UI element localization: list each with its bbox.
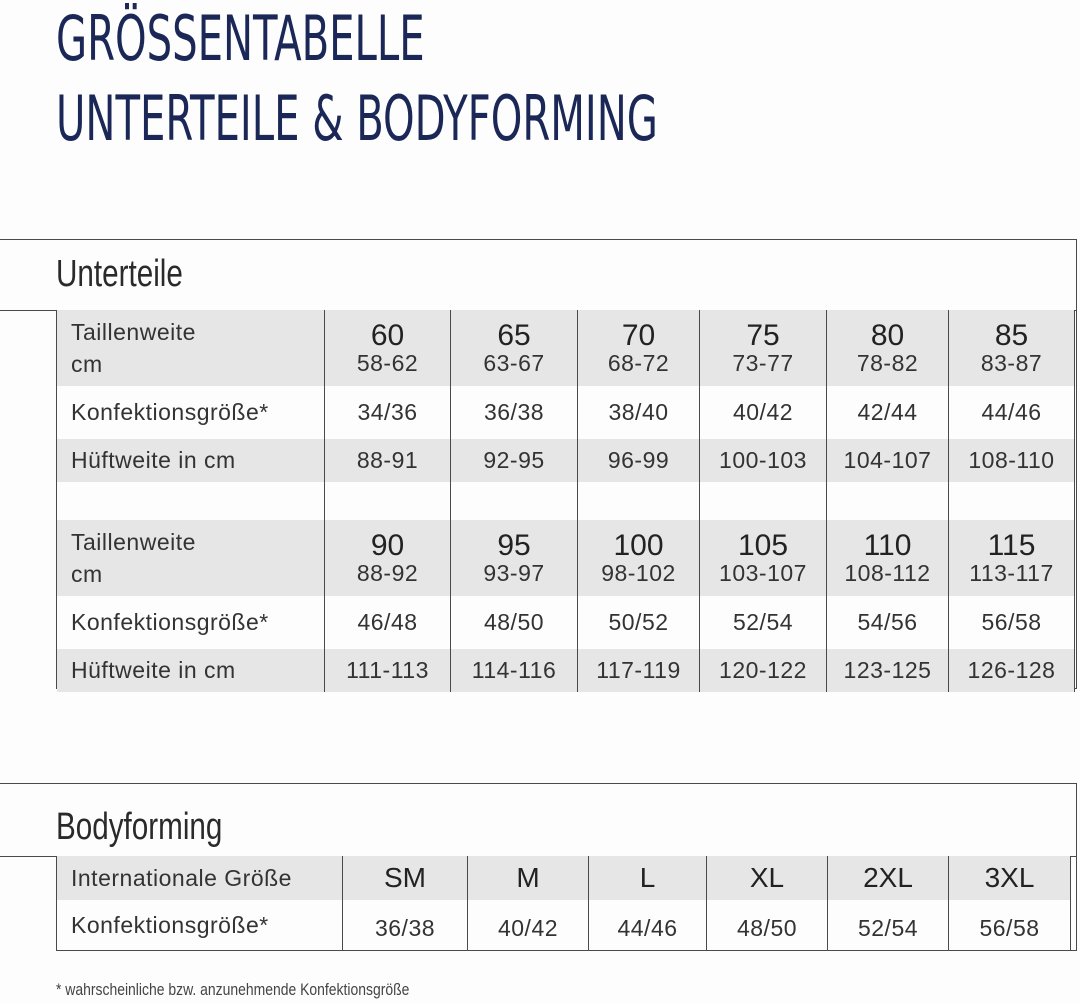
waist-size: 65 (497, 318, 531, 352)
hip-value: 117-119 (578, 649, 700, 692)
hip-row (57, 439, 1075, 482)
waist-range: 103-107 (719, 560, 807, 587)
international-size-label: Internationale Größe (57, 856, 343, 900)
hip-label: Hüftweite in cm (57, 439, 325, 482)
international-size: 3XL (949, 856, 1071, 900)
waist-size-cell (949, 520, 1075, 596)
spacer-cell (57, 482, 325, 520)
waist-range: 108-112 (844, 560, 931, 587)
page-title-line1: GRÖSSENTABELLE (56, 2, 425, 75)
waist-range: 113-117 (969, 560, 1054, 587)
hip-value: 123-125 (827, 649, 949, 692)
konfektion-value: 44/46 (949, 386, 1075, 439)
waist-size-cell (325, 520, 451, 596)
waist-label-line: cm (71, 561, 103, 587)
unterteile-heading: Unterteile (56, 253, 183, 295)
waist-size: 70 (621, 318, 656, 352)
konfektion-value: 56/58 (949, 900, 1071, 950)
hip-value: 111-113 (325, 649, 451, 692)
konfektion-value: 54/56 (827, 596, 949, 649)
spacer-cell (700, 482, 827, 520)
spacer-cell (949, 482, 1075, 520)
spacer-cell (325, 482, 451, 520)
spacer-cell (578, 482, 700, 520)
unterteile-table (56, 310, 1077, 689)
international-size: 2XL (828, 856, 949, 900)
konfektion-row (57, 386, 1075, 439)
hip-value: 114-116 (451, 649, 578, 692)
bodyforming-table (56, 856, 1077, 951)
waist-label-line: cm (71, 351, 103, 377)
waist-size: 100 (613, 528, 664, 562)
waist-range: 78-82 (856, 350, 919, 377)
table-spacer-row (57, 482, 1075, 520)
international-size: XL (707, 856, 828, 900)
konfektion-value: 40/42 (700, 386, 827, 439)
waist-range: 83-87 (980, 350, 1043, 377)
konfektion-value: 42/44 (827, 386, 949, 439)
waist-size-cell (578, 310, 700, 386)
waist-range: 63-67 (483, 350, 545, 377)
konfektion-value: 50/52 (578, 596, 700, 649)
international-size: M (468, 856, 589, 900)
hip-value: 100-103 (700, 439, 827, 482)
hip-value: 92-95 (451, 439, 578, 482)
hip-value: 108-110 (949, 439, 1075, 482)
waist-size-cell (700, 520, 827, 596)
waist-size: 80 (870, 318, 905, 352)
waist-size: 60 (370, 318, 405, 352)
spacer-cell (451, 482, 578, 520)
spacer-cell (827, 482, 949, 520)
footnote: * wahrscheinliche bzw. anzunehmende Konfektionsgröße (56, 980, 410, 999)
waist-size: 115 (987, 528, 1036, 562)
waist-size-cell (827, 520, 949, 596)
waist-range: 93-97 (483, 560, 545, 587)
waist-range: 98-102 (601, 560, 676, 587)
bodyforming-heading: Bodyforming (56, 806, 223, 848)
waist-range: 88-92 (356, 560, 419, 587)
konfektion-value: 48/50 (451, 596, 578, 649)
waist-size-cell (451, 310, 578, 386)
waist-size-cell (325, 310, 451, 386)
konfektion-value: 36/38 (343, 900, 468, 950)
unterteile-section (0, 239, 1077, 689)
waist-size-cell (827, 310, 949, 386)
konfektion-label: Konfektionsgröße* (57, 386, 325, 439)
konfektion-label: Konfektionsgröße* (57, 596, 325, 649)
hip-row (57, 649, 1075, 692)
waist-size: 75 (746, 318, 780, 352)
bodyforming-section (0, 783, 1077, 950)
konfektion-row (57, 596, 1075, 649)
konfektion-value: 44/46 (589, 900, 707, 950)
konfektion-value: 36/38 (451, 386, 578, 439)
waist-label (57, 520, 325, 596)
waist-size-cell (949, 310, 1075, 386)
hip-value: 96-99 (578, 439, 700, 482)
konfektion-value: 40/42 (468, 900, 589, 950)
waist-size: 90 (370, 528, 405, 562)
waist-size: 95 (497, 528, 531, 562)
waist-label-line: Taillenweite (71, 318, 196, 345)
waist-size: 85 (994, 318, 1029, 352)
waist-size-cell (451, 520, 578, 596)
konfektion-label: Konfektionsgröße* (57, 900, 343, 950)
waist-range: 73-77 (732, 350, 794, 377)
konfektion-row (57, 900, 1071, 950)
hip-value: 126-128 (949, 649, 1075, 692)
waist-row (57, 310, 1075, 386)
international-size: SM (343, 856, 468, 900)
waist-range: 58-62 (356, 350, 419, 377)
konfektion-value: 34/36 (325, 386, 451, 439)
waist-row (57, 520, 1075, 596)
waist-range: 68-72 (607, 350, 670, 377)
waist-size-cell (700, 310, 827, 386)
konfektion-value: 52/54 (828, 900, 949, 950)
waist-size-cell (578, 520, 700, 596)
waist-size: 110 (863, 528, 912, 562)
hip-label: Hüftweite in cm (57, 649, 325, 692)
international-size: L (589, 856, 707, 900)
konfektion-value: 38/40 (578, 386, 700, 439)
waist-label (57, 310, 325, 386)
konfektion-value: 52/54 (700, 596, 827, 649)
hip-value: 104-107 (827, 439, 949, 482)
international-size-row (57, 856, 1071, 900)
hip-value: 120-122 (700, 649, 827, 692)
konfektion-value: 46/48 (325, 596, 451, 649)
konfektion-value: 48/50 (707, 900, 828, 950)
hip-value: 88-91 (325, 439, 451, 482)
waist-label-line: Taillenweite (71, 528, 196, 555)
page-title-line2: UNTERTEILE & BODYFORMING (56, 82, 658, 155)
waist-size: 105 (737, 528, 789, 562)
konfektion-value: 56/58 (949, 596, 1075, 649)
